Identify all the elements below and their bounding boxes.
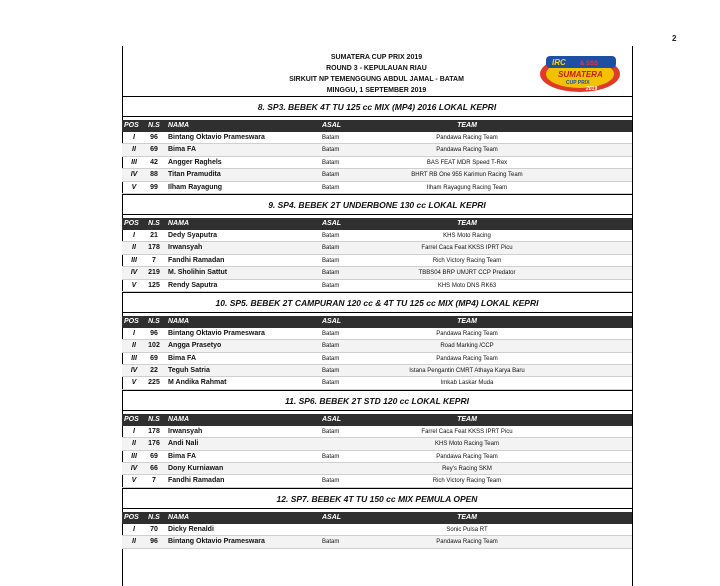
results-column-header xyxy=(122,512,632,524)
cell-pos: II xyxy=(132,538,136,546)
cell-nama: Bintang Oktavio Prameswara xyxy=(168,329,265,337)
cell-ns: 102 xyxy=(148,342,160,350)
cell-pos: V xyxy=(131,477,137,485)
cell-nama: Bintang Oktavio Prameswara xyxy=(168,134,265,141)
cell-nama: Ilham Rayagung xyxy=(168,183,223,191)
cell-ns: 69 xyxy=(150,452,158,460)
cell-pos: II xyxy=(132,342,136,350)
cell-ns: 22 xyxy=(150,367,158,375)
cell-team: Pandawa Racing Team xyxy=(436,135,498,141)
cell-pos: IV xyxy=(130,367,138,375)
race-class-title: 10. SP5. BEBEK 2T CAMPURAN 120 cc & 4T TU 125 cc MIX (MP4) LOKAL KEPRI xyxy=(122,292,632,313)
cell-nama: Titan Pramudita xyxy=(168,171,221,179)
cell-asal: Batam xyxy=(322,453,340,460)
table-row xyxy=(122,340,632,352)
results-table-body xyxy=(122,524,632,549)
cell-pos: IV xyxy=(130,171,138,179)
column-header-pos: POS xyxy=(124,219,139,227)
cell-team: Pandawa Racing Team xyxy=(436,330,498,337)
cell-nama: Fandhi Ramadan xyxy=(168,477,225,485)
table-row xyxy=(122,267,632,279)
table-row xyxy=(122,182,632,194)
cell-nama: Irwansyah xyxy=(168,427,203,435)
column-header-asal: ASAL xyxy=(322,122,342,129)
results-column-header xyxy=(122,218,632,230)
cell-ns: 66 xyxy=(150,465,158,473)
cell-team: KHS Moto Racing xyxy=(443,232,491,239)
cell-asal: Batam xyxy=(322,257,340,264)
cell-team: Pandawa Racing Team xyxy=(436,147,498,154)
table-row xyxy=(122,377,632,389)
cell-nama: M Andika Rahmat xyxy=(168,379,227,387)
cell-nama: Dicky Renaldi xyxy=(168,525,214,533)
cell-team: Farrel Caca Feat KKSS IPRT Picu xyxy=(421,245,513,252)
event-title: SUMATERA CUP PRIX 2019 xyxy=(330,54,423,61)
table-row xyxy=(122,255,632,267)
cell-pos: V xyxy=(131,379,137,387)
cell-ns: 88 xyxy=(150,171,158,179)
cell-team: Sonic Pulsa RT xyxy=(446,526,488,533)
cell-nama: Bima FA xyxy=(168,452,197,460)
event-date: MINGGU, 1 SEPTEMBER 2019 xyxy=(326,87,427,94)
cell-team: Rey's Racing SKM xyxy=(442,466,492,473)
cell-team: Imkab Laskar Muda xyxy=(440,380,494,387)
cell-team: KHS Moto Racing Team xyxy=(435,441,499,448)
cell-ns: 96 xyxy=(150,134,158,141)
cell-team: Pandawa Racing Team xyxy=(436,453,498,460)
cell-pos: III xyxy=(131,354,137,362)
cell-ns: 125 xyxy=(148,281,160,289)
cell-pos: III xyxy=(131,452,137,460)
cell-asal: Batam xyxy=(322,184,340,191)
cell-asal: Batam xyxy=(322,428,340,435)
table-row xyxy=(122,242,632,254)
cell-pos: II xyxy=(132,146,136,154)
race-class-title: 9. SP4. BEBEK 2T UNDERBONE 130 cc LOKAL KEPRI xyxy=(122,194,632,215)
cell-ns: 96 xyxy=(150,329,158,337)
cell-ns: 96 xyxy=(150,538,158,546)
table-row xyxy=(122,451,632,463)
cell-pos: I xyxy=(133,525,135,533)
results-table-body xyxy=(122,426,632,488)
cell-pos: IV xyxy=(130,269,138,277)
cell-nama: Bima FA xyxy=(168,146,197,154)
column-header-pos: POS xyxy=(124,122,139,129)
cell-pos: V xyxy=(131,281,137,289)
column-header-nama: NAMA xyxy=(168,513,189,521)
cell-pos: I xyxy=(133,329,135,337)
table-row xyxy=(122,144,632,156)
table-row xyxy=(122,463,632,475)
results-column-header xyxy=(122,414,632,426)
table-row xyxy=(122,280,632,292)
cell-team: TBBS04 BRP UMJRT CCP Predator xyxy=(418,270,516,277)
column-header-team: TEAM xyxy=(457,513,477,521)
column-header-nama: NAMA xyxy=(168,219,189,227)
column-header-pos: POS xyxy=(124,317,139,325)
cell-ns: 42 xyxy=(150,158,158,166)
cell-nama: Rendy Saputra xyxy=(168,281,218,289)
results-column-header xyxy=(122,316,632,328)
cell-pos: IV xyxy=(130,465,138,473)
race-class-title: 11. SP6. BEBEK 2T STD 120 cc LOKAL KEPRI xyxy=(122,390,632,411)
cell-team: BHRT RB One 955 Karimun Racing Team xyxy=(411,172,523,179)
cell-nama: Angga Prasetyo xyxy=(168,342,222,350)
results-table-body xyxy=(122,328,632,390)
cell-asal: Batam xyxy=(322,478,340,485)
cell-nama: Dony Kurniawan xyxy=(168,465,224,473)
cell-pos: I xyxy=(133,231,135,239)
cell-team: Pandawa Racing Team xyxy=(436,539,498,546)
cell-nama: Andi Nali xyxy=(168,440,199,448)
cell-asal: Batam xyxy=(322,232,340,239)
column-header-nama: NAMA xyxy=(168,317,189,325)
column-header-asal: ASAL xyxy=(322,513,342,521)
cell-pos: II xyxy=(132,440,136,448)
cell-ns: 70 xyxy=(150,525,158,533)
cell-team: Rich Victory Racing Team xyxy=(432,478,502,485)
column-header-team: TEAM xyxy=(457,415,477,423)
cell-ns: 178 xyxy=(148,427,160,435)
column-header-pos: POS xyxy=(124,513,139,521)
cell-pos: I xyxy=(133,427,135,435)
cell-ns: 178 xyxy=(148,244,160,252)
column-header-team: TEAM xyxy=(457,122,477,129)
cell-asal: Batam xyxy=(322,355,340,362)
cell-ns: 225 xyxy=(148,379,160,387)
event-round: ROUND 3 - KEPULAUAN RIAU xyxy=(326,65,427,72)
cell-team: Istana Pengantin CMRT Athaya Karya Baru xyxy=(409,368,525,375)
column-header-ns: N.S xyxy=(148,317,160,325)
cell-pos: III xyxy=(131,158,137,166)
cell-asal: Batam xyxy=(322,135,340,141)
table-row xyxy=(122,524,632,536)
sumatera-cup-prix-logo xyxy=(532,50,628,94)
cell-asal: Batam xyxy=(322,245,340,252)
logo-text-main: SUMATERA xyxy=(558,70,603,79)
race-class-title: 12. SP7. BEBEK 4T TU 150 cc MIX PEMULA OPEN xyxy=(122,488,632,509)
column-header-ns: N.S xyxy=(148,122,160,129)
cell-ns: 69 xyxy=(150,146,158,154)
results-table-body xyxy=(122,230,632,292)
logo-year: 2019 xyxy=(586,86,598,92)
results-sections xyxy=(122,96,632,549)
table-row xyxy=(122,353,632,365)
cell-nama: Dedy Syaputra xyxy=(168,231,218,239)
cell-team: Pandawa Racing Team xyxy=(436,355,498,362)
race-class-title: 8. SP3. BEBEK 4T TU 125 cc MIX (MP4) 2016 LOKAL KEPRI xyxy=(122,96,632,117)
svg-text:& SSS: & SSS xyxy=(580,61,599,67)
table-row xyxy=(122,157,632,169)
cell-nama: Bintang Oktavio Prameswara xyxy=(168,538,265,546)
column-header-nama: NAMA xyxy=(168,122,189,129)
table-row xyxy=(122,365,632,377)
column-header-asal: ASAL xyxy=(322,317,342,325)
cell-ns: 176 xyxy=(148,440,160,448)
cell-asal: Batam xyxy=(322,172,340,179)
results-table-body xyxy=(122,132,632,194)
cell-team: Road Marking /CCP xyxy=(440,343,494,350)
table-row xyxy=(122,169,632,181)
column-header-team: TEAM xyxy=(457,219,477,227)
event-venue: SIRKUIT NP TEMENGGUNG ABDUL JAMAL - BATAM xyxy=(289,76,464,83)
column-header-asal: ASAL xyxy=(322,415,342,423)
cell-team: Rich Victory Racing Team xyxy=(432,257,502,264)
cell-team: Farrel Caca Feat KKSS IPRT Picu xyxy=(421,428,513,435)
cell-asal: Batam xyxy=(322,270,340,277)
cell-team: Ilham Rayagung Racing Team xyxy=(426,184,508,191)
table-row xyxy=(122,426,632,438)
cell-ns: 7 xyxy=(152,477,156,485)
cell-team: KHS Moto DNS RK63 xyxy=(437,282,497,289)
table-row xyxy=(122,230,632,242)
cell-ns: 21 xyxy=(150,231,158,239)
table-row xyxy=(122,475,632,487)
cell-asal: Batam xyxy=(322,380,340,387)
cell-ns: 99 xyxy=(150,183,158,191)
table-row xyxy=(122,438,632,450)
table-row xyxy=(122,328,632,340)
cell-asal: Batam xyxy=(322,282,340,289)
column-header-team: TEAM xyxy=(457,317,477,325)
cell-asal: Batam xyxy=(322,147,340,154)
cell-ns: 219 xyxy=(148,269,160,277)
cell-nama: Teguh Satria xyxy=(168,367,210,375)
cell-nama: Irwansyah xyxy=(168,244,203,252)
column-header-ns: N.S xyxy=(148,513,160,521)
cell-asal: Batam xyxy=(322,539,340,546)
cell-pos: V xyxy=(131,183,137,191)
cell-nama: Angger Raghels xyxy=(168,158,222,166)
cell-asal: Batam xyxy=(322,159,340,166)
cell-asal: Batam xyxy=(322,343,340,350)
table-row xyxy=(122,536,632,548)
page-number: 2 xyxy=(672,34,677,43)
column-header-ns: N.S xyxy=(148,415,160,423)
cell-pos: I xyxy=(133,134,135,141)
cell-nama: M. Sholihin Sattut xyxy=(168,269,228,277)
cell-team: BAS FEAT MDR Speed T-Rex xyxy=(426,159,508,166)
cell-ns: 69 xyxy=(150,354,158,362)
cell-nama: Fandhi Ramadan xyxy=(168,256,225,264)
column-header-asal: ASAL xyxy=(322,219,342,227)
column-header-nama: NAMA xyxy=(168,415,189,423)
cell-asal: Batam xyxy=(322,368,340,375)
logo-text-top: IRC xyxy=(552,58,566,67)
column-header-ns: N.S xyxy=(148,219,160,227)
cell-nama: Bima FA xyxy=(168,354,197,362)
table-row xyxy=(122,132,632,144)
cell-ns: 7 xyxy=(152,256,156,264)
column-header-pos: POS xyxy=(124,415,139,423)
cell-pos: III xyxy=(131,256,137,264)
results-column-header xyxy=(122,120,632,132)
cell-asal: Batam xyxy=(322,330,340,337)
cell-pos: II xyxy=(132,244,136,252)
logo-text-sub: CUP PRIX xyxy=(566,80,590,86)
